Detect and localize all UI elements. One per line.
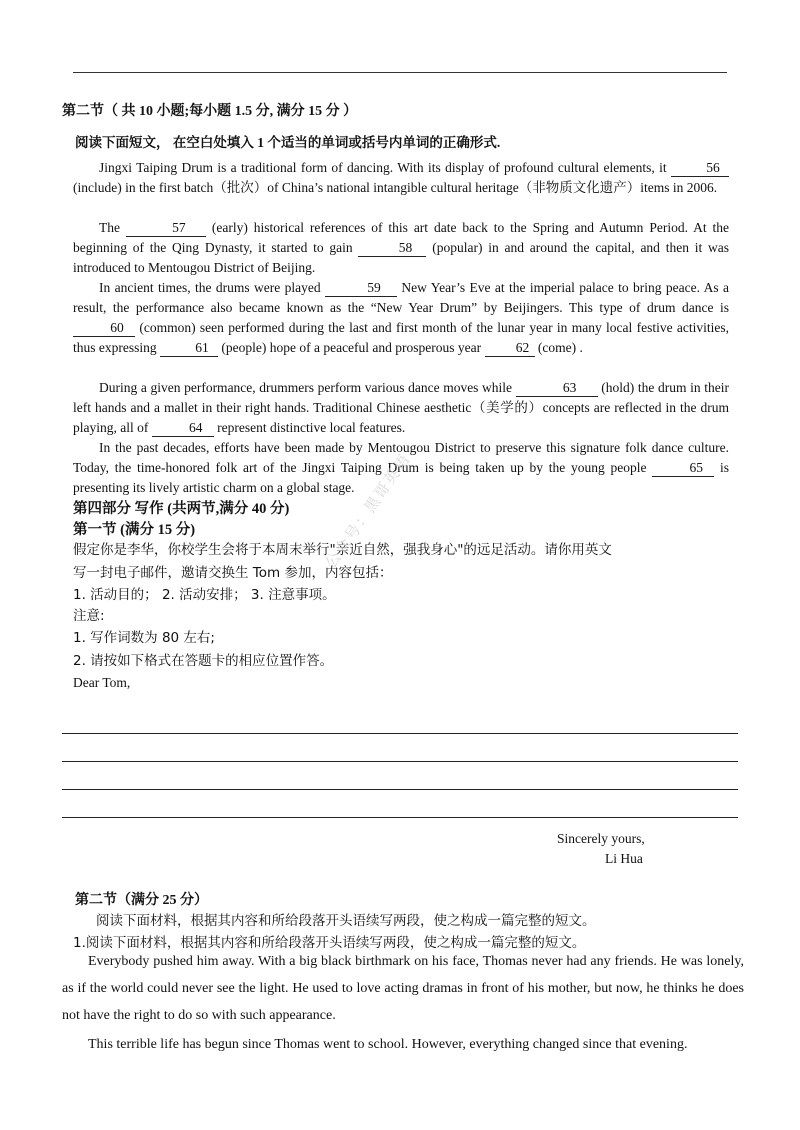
watermark-text: 公众号：黑哥英语: [321, 449, 415, 572]
answer-line-1[interactable]: [62, 733, 738, 734]
continuation-instruction-2: 1.阅读下面材料，根据其内容和所给段落开头语续写两段，使之构成一篇完整的短文。: [73, 935, 586, 951]
writing-contents: 1. 活动目的； 2. 活动安排； 3. 注意事项。: [73, 587, 336, 603]
blank-64[interactable]: 64: [152, 420, 214, 437]
blank-58[interactable]: 58: [358, 240, 426, 257]
letter-closing: Sincerely yours,: [557, 831, 645, 846]
blank-61[interactable]: 61: [160, 340, 218, 357]
blank-60[interactable]: 60: [73, 320, 135, 337]
cloze-paragraph-1: Jingxi Taiping Drum is a traditional form of dancing. With its display of profound cultural elements, it 56 (include) in the first batch（批次）of China’s national intangible cultural heritage（非物质文化遗产）items in 2006.: [73, 158, 729, 198]
blank-63[interactable]: 63: [516, 380, 598, 397]
letter-greeting: Dear Tom,: [73, 675, 131, 690]
story-paragraph-2: This terrible life has begun since Thomas went to school. However, everything changed since that evening.: [88, 1037, 688, 1052]
blank-59[interactable]: 59: [325, 280, 397, 297]
part4-title: 第四部分 写作 (共两节,满分 40 分): [73, 501, 290, 517]
answer-line-2[interactable]: [62, 761, 738, 762]
writing-prompt-line-1: 假定你是李华，你校学生会将于本周末举行"亲近自然，强我身心"的远足活动。请你用英文: [73, 542, 612, 558]
part4-section1-title: 第一节 (满分 15 分): [73, 522, 196, 538]
answer-line-4[interactable]: [62, 817, 738, 818]
blank-65[interactable]: 65: [652, 460, 714, 477]
cloze-instruction: 阅读下面短文， 在空白处填入 1 个适当的单词或括号内单词的正确形式.: [75, 135, 501, 150]
section-title-continuation: 第二节（满分 25 分）: [75, 893, 208, 908]
note-2: 2. 请按如下格式在答题卡的相应位置作答。: [73, 653, 334, 669]
blank-62[interactable]: 62: [485, 340, 535, 357]
section-title-cloze: 第二节（ 共 10 小题;每小题 1.5 分, 满分 15 分 ）: [62, 104, 358, 119]
continuation-instruction-1: 阅读下面材料，根据其内容和所给段落开头语续写两段，使之构成一篇完整的短文。: [96, 913, 596, 929]
cloze-paragraph-3: In ancient times, the drums were played 59 New Year’s Eve at the imperial palace to bring peace. As a result, the performance also became known as the “New Year Drum” by Beijingers. This type of drum dance is 60 (common) seen performed during the last and first month of the lunar year in many local festive activities, thus expressing 61 (people) hope of a peaceful and prosperous year 62 (come) .: [73, 280, 730, 355]
cloze-paragraph-5: In the past decades, efforts have been made by Mentougou District to preserve this signature folk dance culture. Today, the time-honored folk art of the Jingxi Taiping Drum is being taken up by the young people 65 is presenting its lively artistic charm on a global stage.: [73, 440, 730, 495]
cloze-paragraph-4: During a given performance, drummers perform various dance moves while 63 (hold) the drum in their left hands and a mallet in their right hands. Traditional Chinese aesthetic（美学的）concepts are reflected in the drum playing, all of 64 represent distinctive local features.: [73, 380, 729, 435]
cloze-paragraph-2: The 57 (early) historical references of this art date back to the Spring and Autumn Period. At the beginning of the Qing Dynasty, it started to gain 58 (popular) in and around the capital, and then it was introduced to Mentougou District of Beijing.: [73, 220, 730, 275]
header-rule: [73, 72, 727, 73]
letter-signature: Li Hua: [605, 851, 643, 866]
answer-line-3[interactable]: [62, 789, 738, 790]
story-paragraph-1: Everybody pushed him away. With a big black birthmark on his face, Thomas never had any friends. He was lonely, as if the world could never see the light. He used to love acting dramas in front of his mother, but now, he thinks he does not have the right to do so with such appearance.: [62, 954, 744, 1023]
note-1: 1. 写作词数为 80 左右;: [73, 630, 215, 646]
writing-prompt-line-2: 写一封电子邮件，邀请交换生 Tom 参加，内容包括：: [73, 565, 393, 581]
notes-title: 注意:: [73, 608, 105, 624]
blank-56[interactable]: 56: [671, 160, 729, 177]
blank-57[interactable]: 57: [126, 220, 206, 237]
